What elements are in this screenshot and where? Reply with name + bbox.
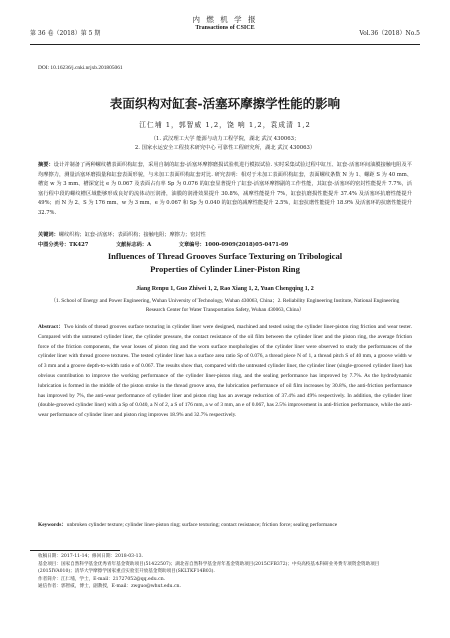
affiliation-cn-1: （1. 武汉理工大学 能源与动力工程学院，湖北 武汉 430063；	[150, 136, 300, 142]
title-en-line-1: Influences of Thread Grooves Surface Texturing on Tribological	[107, 251, 343, 261]
keywords-en-text: unbroken cylinder texture; cylinder liner-piston ring; surface texturing; contact resistance; friction force; sealing performance	[66, 522, 338, 528]
authors-cn: 江仁埔 1，郭智威 1,2，饶 响 1,2，袁成清 1,2	[139, 121, 311, 129]
header-volume: 第 36 卷（2018）第 5 期	[30, 30, 101, 37]
header-volume-en: Vol.36（2018）No.5	[359, 30, 420, 37]
doi[interactable]: DOI: 10.16236/j.cnki.nrjxb.201805061	[38, 65, 123, 71]
running-header	[30, 14, 420, 42]
abstract-cn	[38, 161, 412, 219]
affiliation-en: （1. School of Energy and Power Engineering, Wuhan University of Technology, Wuhan 430063, China；2. Reliability Engineering Institute, National Engineering Research Center for Water Transportation Safety, Wuhan 430063, China）	[50, 298, 400, 313]
abstract-en	[38, 323, 412, 421]
footnote-received: 收稿日期：2017-11-14；修回日期：2018-03-13.	[38, 554, 143, 559]
abstract-en-text: Two kinds of thread grooves surface texturing in cylinder liner were designed, machined and tested using the cylinder liner-piston ring friction and wear tester. Compared with the untreated cylinder liner, the cylinder pressure, the contact resistance of the oil film between the cylinder liner and the piston ring, the average friction force of the friction components, the wear losses of piston ring and the worn surface morphologies of the cylinder liner were observed to study the performances of the cylinder liner with thread groove textures. The tested cylinder liner has a surface area ratio Sp of 0.076, a thread piece N of 1, a thread pitch S of 40 mm, a groove width w of 3 mm and a groove depth-to-width ratio e of 0.067. The results show that, compared with the untreated cylinder liner, the cylinder liner (single-grooved cylinder liner) has obvious contribution to improve the working performance of the cylinder liner-piston ring, and the sealing performance has improved by 7.7%. As the hydrodynamic lubrication is formed in the middle of the piston stroke in the thread groove area, the lubrication performance of oil film increases by 30.8%, the anti-friction performance has improved by 7%, the anti-wear performance of cylinder liner and piston ring has an average reduction of 37.4% and 49% respectively. In addition, the cylinder liner (double-grooved cylinder liner) with a Sp of 0.040, a N of 2, a S of 176 mm, a w of 3 mm, an e of 0.067, has 2.5% improvement in anti-friction performance, while the anti-wear performance of cylinder liner and piston ring improves 18.9% and 32.7% respectively.	[38, 324, 412, 419]
footnotes	[38, 553, 412, 591]
abstract-cn-label: 摘要：	[38, 162, 54, 168]
abstract-cn-text: 设计并制备了两种螺纹槽表面织构缸套，采用自制的缸套-活塞环摩擦磨损试验机进行模拟试验. 实时采集试验过程中缸压、缸套-活塞环间油膜接触电阻及平均摩擦力，测量活塞环磨损量和缸套表面形貌，与未加工表面织构缸套对比. 研究表明：相对于未加工表面织构缸套，表面螺纹条数 N 为 1、螺距 S 为 40 mm、槽宽 w 为 3 mm、槽深宽比 e 为 0.067 及表面占有率 Sp 为 0.076 的缸套显著提升了缸套-活塞环摩擦副的工作性能，其缸套-活塞环的密封性能提升 7.7%，活塞行程中段的螺纹槽区域能够形成良好的流体动压润滑，油膜的润滑效果提升 30.8%，减摩性能提升 7%，缸套抗磨损性能提升 37.4% 及活塞环抗磨性能提升 49%；而 N 为 2、S 为 176 mm、w 为 3 mm、e 为 0.067 和 Sp 为 0.040 的缸套的减摩性能提升 2.5%，缸套抗磨性能提升 18.9% 及活塞环的抗磨性能提升 32.7%.	[38, 162, 412, 216]
classification-row	[38, 241, 412, 248]
article-number: 文章编号：1000-0909(2018)05-0471-09	[178, 242, 289, 248]
header-journal-cn: 内 燃 机 学 报	[192, 15, 258, 24]
header-journal-en: Transactions of CSICE	[195, 25, 255, 31]
document-code: 文献标志码：A	[115, 242, 152, 248]
keywords-en	[38, 521, 412, 531]
footnote-corresponding: 通信作者：郭智威，博士，副教授，E-mail：zwguo@whut.edu.cn.	[38, 584, 181, 590]
title-en-line-2: Properties of Cylinder Liner-Piston Ring	[150, 264, 300, 274]
footnote-funding: 基金项目：国家自然科学基金优秀青年基金资助项目(51422507)；湖北省自然科学基金青年基金资助项目(2015CFB372)；中央高校基本科研业务费专项资金资助项目(2015IVA010)；清华大学摩擦学国家重点实验室开放基金资助项目(SKLTKF14B03).	[38, 561, 380, 575]
title-en	[0, 250, 450, 276]
footnote-divider	[30, 550, 120, 551]
keywords-cn	[38, 231, 412, 241]
clc-number: 中图分类号：TK427	[38, 242, 89, 248]
footnote-author: 作者简介：江仁埔，学士，E-mail：21727052@qq.edu.cn.	[38, 576, 166, 582]
keywords-cn-text: 螺纹织构；缸套-活塞环；表面织构；接触电阻；摩擦力；密封性	[58, 232, 206, 238]
keywords-en-label: Keywords：	[38, 522, 67, 528]
affiliation-cn-2: 2. 国家水运安全工程技术研究中心 可靠性工程研究所，湖北 武汉 430063）	[134, 145, 316, 151]
title-cn: 表面织构对缸套-活塞环摩擦学性能的影响	[109, 96, 341, 111]
keywords-cn-label: 关键词：	[38, 232, 59, 238]
header-divider	[30, 44, 420, 45]
abstract-en-label: Abstract：	[38, 324, 64, 330]
authors-en: Jiang Renpu 1, Guo Zhiwei 1, 2, Rao Xiang 1, 2, Yuan Chengqing 1, 2	[136, 286, 314, 292]
